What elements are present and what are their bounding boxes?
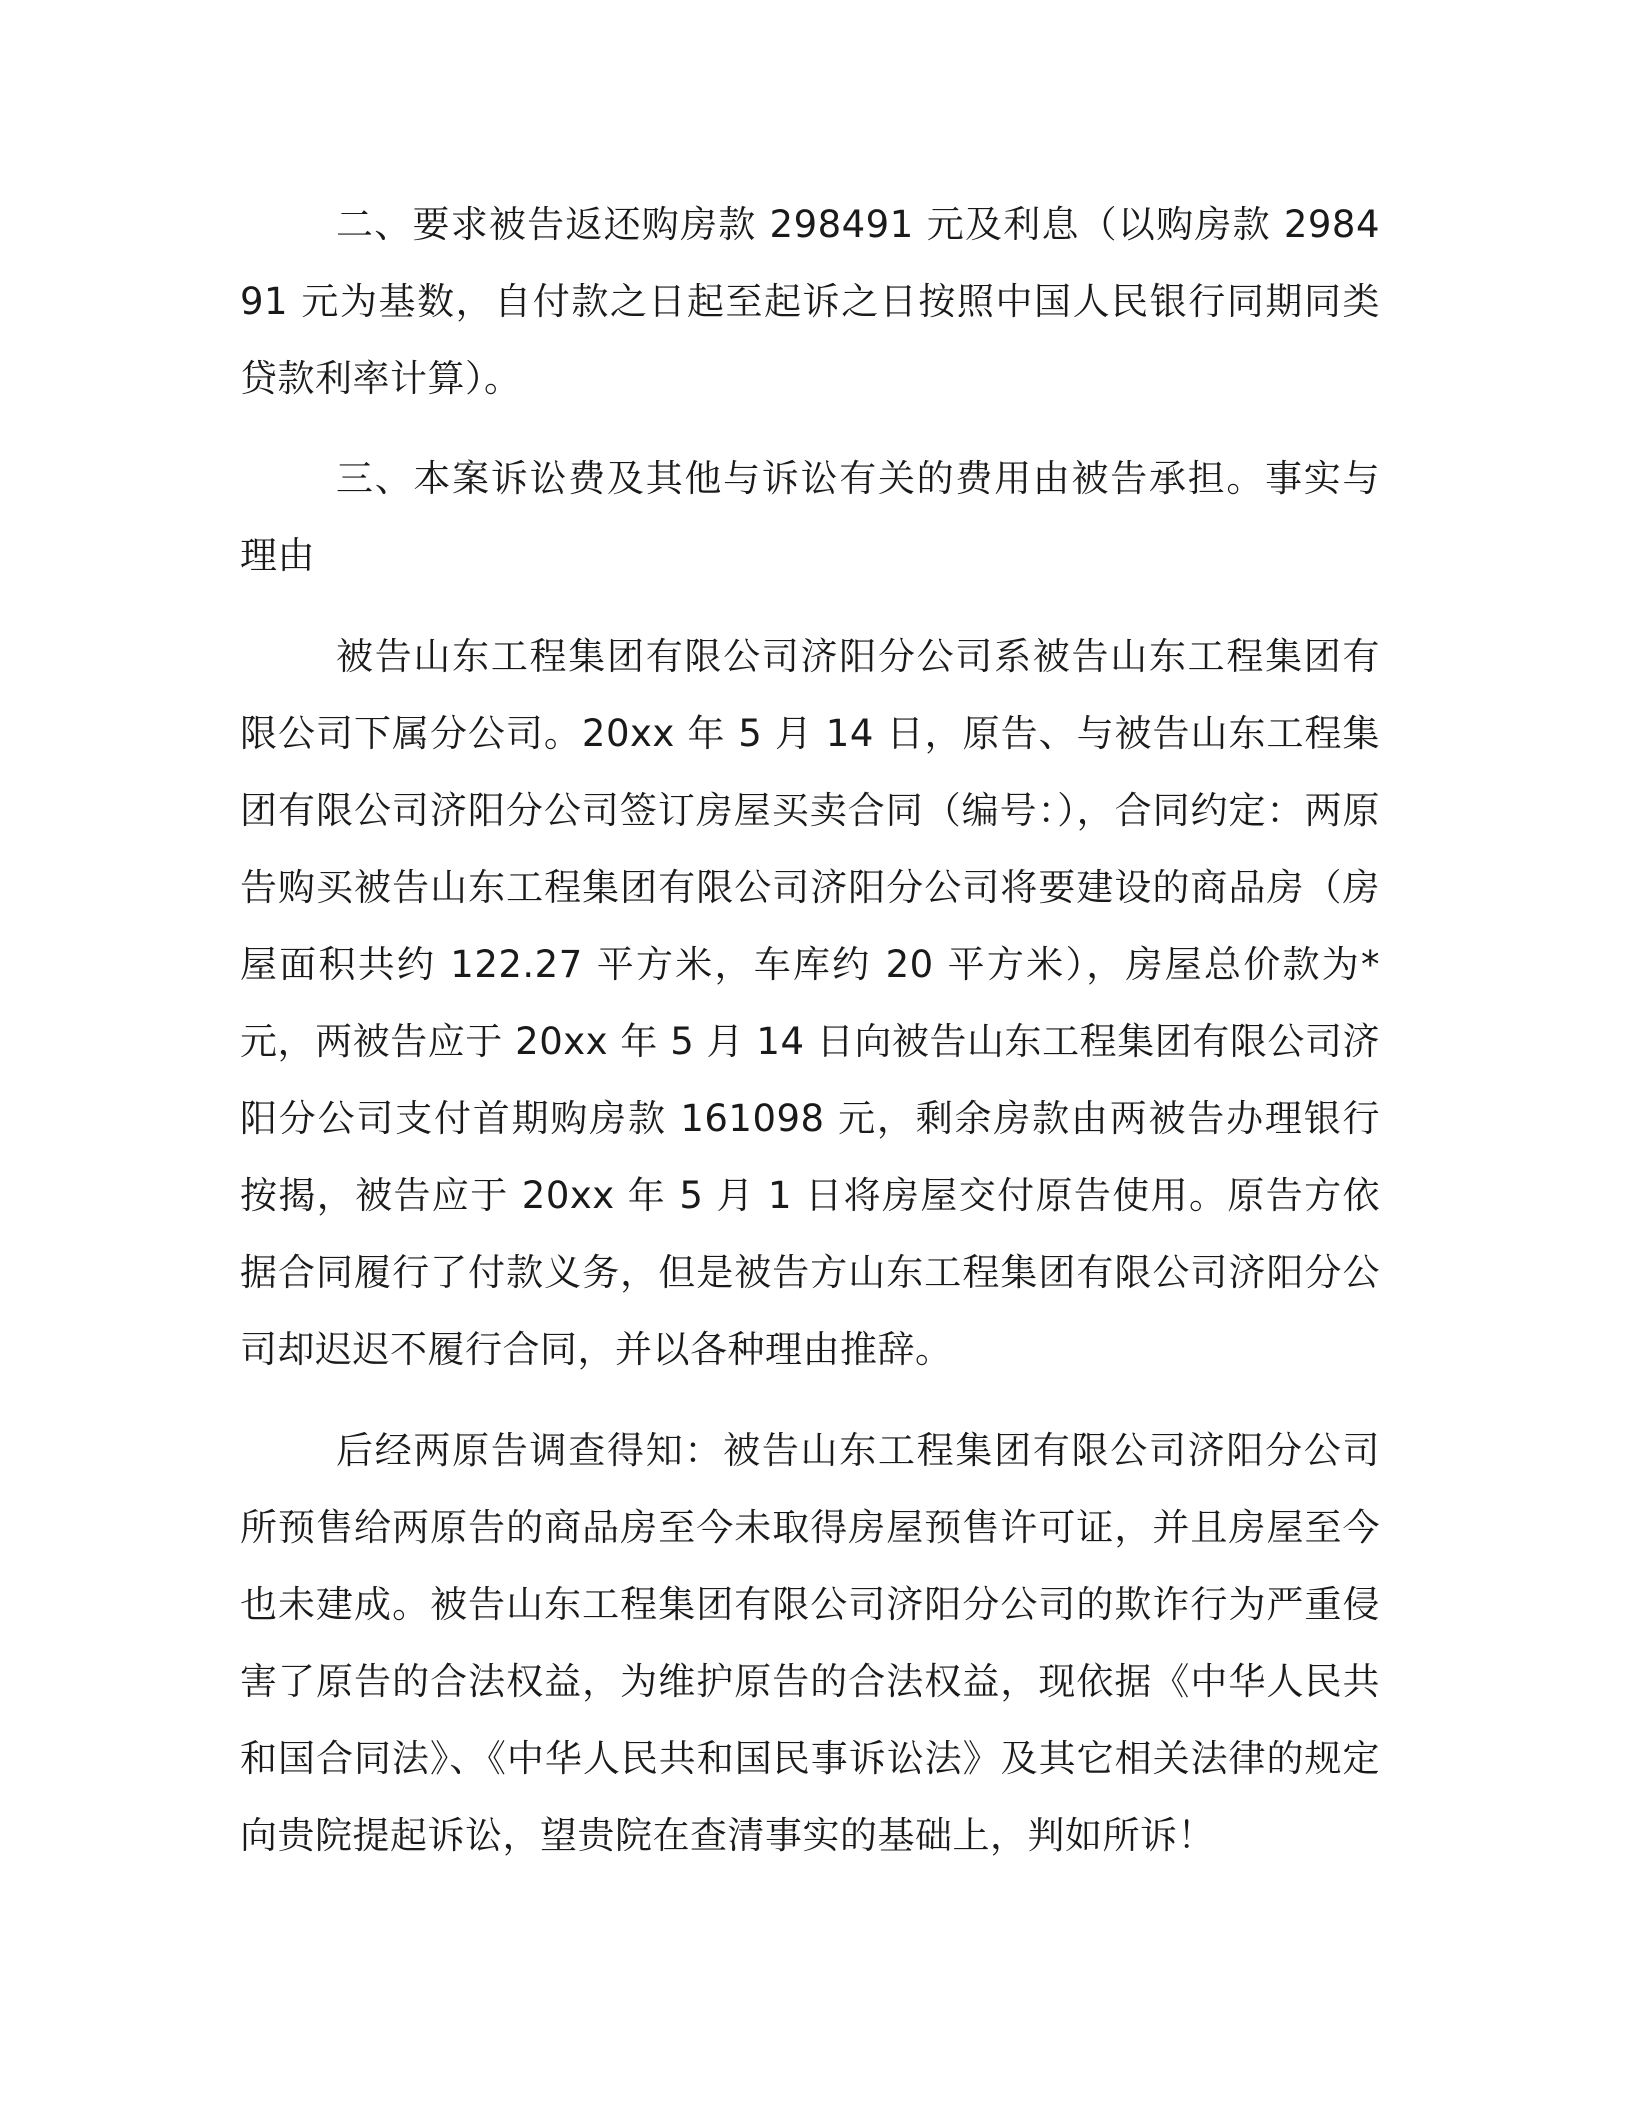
paragraph-facts-1: 被告山东工程集团有限公司济阳分公司系被告山东工程集团有限公司下属分公司。20xx 年 5 月 14 日，原告、与被告山东工程集团有限公司济阳分公司签订房屋买卖合同（编号：），合同约定：两原告购买被告山东工程集团有限公司济阳分公司将要建设的商品房（房屋面积共约 122.27 平方米，车库约 20 平方米），房屋总价款为*元，两被告应于 20xx 年 5 月 14 日向被告山东工程集团有限公司济阳分公司支付首期购房款 161098 元，剩余房款由两被告办理银行按揭，被告应于 20xx 年 5 月 1 日将房屋交付原告使用。原告方依据合同履行了付款义务，但是被告方山东工程集团有限公司济阳分公司却迟迟不履行合同，并以各种理由推辞。 xyxy=(240,635,1380,1371)
paragraph-facts-2: 后经两原告调查得知：被告山东工程集团有限公司济阳分公司所预售给两原告的商品房至今未取得房屋预售许可证，并且房屋至今也未建成。被告山东工程集团有限公司济阳分公司的欺诈行为严重侵害了原告的合法权益，为维护原告的合法权益，现依据《中华人民共和国合同法》、《中华人民共和国民事诉讼法》及其它相关法律的规定向贵院提起诉讼，望贵院在查清事实的基础上，判如所诉！ xyxy=(240,1429,1380,1857)
paragraph-claim-3: 三、本案诉讼费及其他与诉讼有关的费用由被告承担。事实与理由 xyxy=(240,457,1380,577)
paragraph-claim-2: 二、要求被告返还购房款 298491 元及利息（以购房款 298491 元为基数，自付款之日起至起诉之日按照中国人民银行同期同类贷款利率计算）。 xyxy=(240,203,1380,400)
